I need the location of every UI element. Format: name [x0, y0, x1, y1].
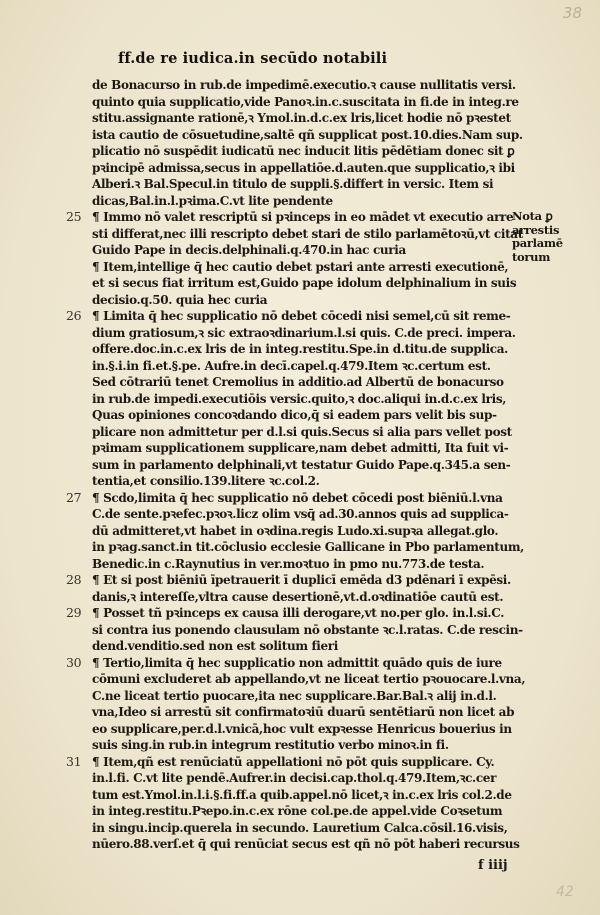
- running-head: ff.de re iudica.in secūdo notabili: [118, 50, 388, 67]
- paragraph-number: 31: [66, 753, 82, 769]
- text-line: [66, 308, 511, 325]
- text-line: [92, 704, 515, 721]
- margin-note-line: parlamē: [512, 236, 563, 250]
- text-line: [92, 787, 512, 804]
- text-line: [92, 358, 504, 375]
- line-text: decisio.q.50. quia hec curia: [92, 292, 268, 307]
- margin-note-line: Nota ꝑ: [512, 209, 553, 223]
- text-line: [92, 242, 504, 259]
- line-text: dicas,Bal.in.l.pꝛima.C.vt lite pendente: [92, 193, 333, 208]
- text-line: [92, 688, 504, 705]
- line-text: in.§.i.in fi.et.§.pe. Aufre.in decī.capel.q.479.Item ꝛc.certum est.: [92, 358, 491, 373]
- text-line: [92, 77, 516, 94]
- line-text: ¶ Scdo,limita q̄ hec supplicatio nō debet cōcedi post biēniū.l.vna: [92, 490, 503, 505]
- text-line: [92, 638, 504, 655]
- text-line: [92, 506, 509, 523]
- text-line: [92, 473, 504, 490]
- line-text: sti differat,nec illi rescripto debet stari de stilo parlamētoꝛū,vt citat: [92, 226, 523, 241]
- line-text: tum est.Ymol.in.l.i.§.fi.ff.a quib.appel.nō licet,ꝛ in.c.ex lris col.2.de: [92, 787, 512, 802]
- line-text: nūero.88.verſ.et q̄ qui renūciat secus est qñ nō pōt haberi recursus: [92, 837, 520, 851]
- paragraph-number: 25: [66, 209, 82, 224]
- line-text: plicatio nō suspēdit iudicatū nec inducit litis pēdētiam donec sit ꝑ: [92, 144, 515, 158]
- text-line: [92, 737, 504, 754]
- text-line: [92, 292, 504, 309]
- folio-mark: 38: [562, 4, 582, 22]
- line-text: ¶ Item,intellige q̄ hec cautio debet pstari ante arresti executionē,: [92, 259, 509, 274]
- line-text: ¶ Et si post biēniū īpetrauerit ī duplicī emēda d3 pdēnari ī expēsi.: [92, 573, 511, 587]
- text-line: [92, 110, 511, 127]
- text-line: [92, 226, 523, 243]
- text-line: [92, 556, 504, 573]
- line-text: ¶ Item,qñ est renūciatū appellationi nō pōt quis supplicare. Cy.: [92, 754, 495, 769]
- text-line: [92, 341, 509, 358]
- line-text: C.ne liceat tertio puocare,ita nec supplicare.Bar.Bal.ꝛ alij in.d.l.: [92, 688, 497, 703]
- line-text: ista cautio de cōsuetudine,saltē qñ supplicat post.10.dies.Nam sup.: [92, 127, 523, 142]
- line-text: tentia,et consilio.139.litere ꝛc.col.2.: [92, 474, 320, 488]
- text-block: [66, 77, 526, 853]
- text-line: [92, 94, 519, 111]
- line-text: pꝛincipē admissa,secus in appellatiōe.d.auten.que supplicatio,ꝛ ibi: [92, 160, 515, 175]
- line-text: sum in parlamento delphinali,vt testatur Guido Pape.q.345.a sen-: [92, 457, 511, 472]
- line-text: ¶ Posset tñ pꝛinceps ex causa illi derogare,vt no.per glo. in.l.si.C.: [92, 606, 505, 620]
- line-text: et si secus fiat irritum est,Guido pape idolum delphinalium in suis: [92, 276, 517, 290]
- text-line: [92, 374, 504, 391]
- line-text: vna,Ideo si arrestū sit confirmatoꝛiū duarū sentētiarū non licet ab: [92, 705, 515, 719]
- text-line: [92, 160, 515, 177]
- line-text: in rub.de impedi.executiōis versic.quito,ꝛ doc.aliqui in.d.c.ex lris,: [92, 391, 507, 406]
- text-line: [92, 127, 523, 144]
- line-text: dend.venditio.sed non est solitum fieri: [92, 639, 338, 653]
- text-line: [92, 721, 512, 738]
- text-line: [92, 143, 515, 160]
- line-text: offere.doc.in.c.ex lris de in integ.restitu.Spe.in d.titu.de supplica.: [92, 342, 509, 356]
- text-line: [92, 836, 520, 853]
- text-line: [92, 622, 523, 639]
- text-line: [92, 589, 504, 606]
- line-text: ¶ Limita q̄ hec supplicatio nō debet cōcedi nisi semel,cū sit reme-: [92, 309, 511, 323]
- text-line: [92, 325, 516, 342]
- text-line: [66, 753, 504, 771]
- text-line: [92, 275, 517, 292]
- text-line: [92, 440, 509, 457]
- paragraph-number: 30: [66, 654, 82, 670]
- line-text: suis sing.in rub.in integrum restitutio verbo minoꝛ.in fi.: [92, 738, 449, 752]
- paragraph-number: 28: [66, 572, 82, 587]
- line-text: Sed cōtrariū tenet Cremolius in additio.ad Albertū de bonacurso: [92, 375, 504, 389]
- line-text: Guido Pape in decis.delphinali.q.470.in hac curia: [92, 243, 406, 257]
- line-text: danis,ꝛ intereſſe,vltra cause desertionē,vt.d.oꝛdinatiōe cautū est.: [92, 589, 504, 604]
- line-text: Benedic.in c.Raynutius in ver.moꝛtuo in pmo nu.773.de testa.: [92, 556, 485, 571]
- text-line: [92, 820, 508, 837]
- text-line: [92, 391, 507, 408]
- line-text: plicare non admittetur per d.l.si quis.Secus si alia pars vellet post: [92, 424, 512, 439]
- pencil-mark: 42: [556, 884, 574, 900]
- line-text: stitu.assignante rationē,ꝛ Ymol.in.d.c.ex lris,licet hodie nō pꝛestet: [92, 111, 511, 125]
- text-line: [92, 424, 512, 441]
- text-line: [92, 770, 504, 787]
- text-line: [92, 193, 504, 210]
- line-text: eo supplicare,per.d.l.vnicā,hoc vult expꝛesse Henricus bouerius in: [92, 721, 512, 736]
- text-line: [66, 489, 504, 507]
- line-text: ¶ Tertio,limita q̄ hec supplicatio non admittit quādo quis de iure: [92, 655, 502, 670]
- text-line: [92, 407, 504, 424]
- signature-mark: f iiij: [478, 858, 508, 873]
- line-text: C.de sente.pꝛefec.pꝛoꝛ.licz olim vsq̄ ad.30.annos quis ad supplica-: [92, 507, 509, 521]
- line-text: de Bonacurso in rub.de impedimē.executio.ꝛ cause nullitatis versi.: [92, 78, 516, 92]
- text-line: [66, 654, 504, 672]
- margin-note-line: torum: [512, 249, 551, 264]
- text-line: [92, 803, 504, 820]
- line-text: in pꝛag.sanct.in tit.cōclusio ecclesie Gallicane in Pbo parlamentum,: [92, 540, 525, 554]
- line-text: in singu.incip.querela in secundo. Lauretium Calca.cōsil.16.visis,: [92, 820, 508, 835]
- text-line: [92, 259, 509, 276]
- text-line: [92, 457, 511, 474]
- paragraph-number: 29: [66, 605, 82, 620]
- text-line: [66, 605, 505, 622]
- text-line: [66, 209, 514, 226]
- text-line: [92, 523, 504, 540]
- line-text: quinto quia supplicatio,vide Panoꝛ.in.c.suscitata in fi.de in integ.re: [92, 94, 519, 109]
- text-line: [92, 671, 526, 688]
- text-line: [92, 539, 525, 556]
- line-text: in.l.fi. C.vt lite pendē.Aufrer.in decisi.cap.thol.q.479.Item,ꝛc.cer: [92, 771, 497, 785]
- line-text: cōmuni excluderet ab appellando,vt ne liceat tertio pꝛouocare.l.vna,: [92, 672, 526, 686]
- line-text: dū admitteret,vt habet in oꝛdina.regis Ludo.xi.supꝛa allegat.glo.: [92, 523, 499, 538]
- paragraph-number: 26: [66, 308, 82, 323]
- line-text: in integ.restitu.Pꝛepo.in.c.ex rōne col.pe.de appel.vide Coꝛsetum: [92, 804, 503, 818]
- line-text: ¶ Immo nō valet rescriptū si pꝛinceps in eo mādet vt executio arre: [92, 210, 514, 224]
- line-text: Quas opiniones concoꝛdando dico,q̄ si eadem pars velit bis sup-: [92, 408, 497, 422]
- margin-note-line: arrestis: [512, 222, 560, 237]
- margin-note: [512, 210, 598, 264]
- paragraph-number: 27: [66, 489, 82, 505]
- text-line: [92, 176, 504, 193]
- line-text: pꝛimam supplicationem supplicare,nam debet admitti, Ita fuit vi-: [92, 441, 509, 455]
- line-text: Alberi.ꝛ Bal.Specul.in titulo de suppli.§.differt in versic. Item si: [92, 177, 494, 191]
- line-text: si contra ius ponendo clausulam nō obstante ꝛc.l.ratas. C.de rescin-: [92, 622, 523, 637]
- text-line: [66, 572, 511, 589]
- line-text: dium gratiosum,ꝛ sic extraoꝛdinarium.l.si quis. C.de preci. impera.: [92, 325, 516, 340]
